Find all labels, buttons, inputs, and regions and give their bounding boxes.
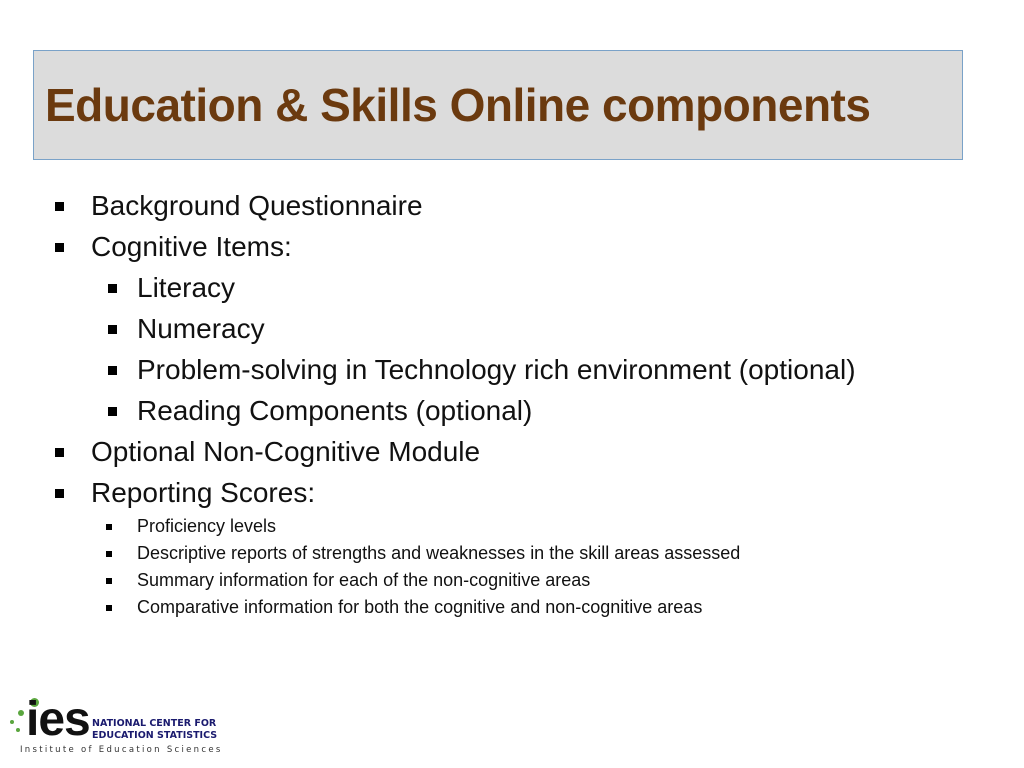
bullet-text: Cognitive Items: <box>91 231 292 262</box>
bullet-text: Proficiency levels <box>137 516 277 536</box>
bullet-text: Optional Non-Cognitive Module <box>91 436 481 467</box>
square-bullet-icon <box>55 202 64 211</box>
bullet-text: Summary information for each of the non-cognitive areas <box>137 570 591 590</box>
bullet-text: Literacy <box>137 272 236 303</box>
bullet-text: Background Questionnaire <box>91 190 423 221</box>
bullet-text: Reporting Scores: <box>91 477 316 508</box>
bullet-text: Problem-solving in Technology rich environment (optional) <box>137 354 856 385</box>
bullet-item <box>137 597 702 618</box>
slide-title: Education & Skills Online components <box>45 79 871 131</box>
logo-dot-icon <box>16 728 20 732</box>
square-bullet-icon <box>55 489 64 498</box>
logo-dot-icon <box>10 720 14 724</box>
square-bullet-icon <box>55 448 64 457</box>
bullet-text: Reading Components (optional) <box>137 395 533 426</box>
logo-ies-text: ies <box>26 693 90 746</box>
square-bullet-icon <box>108 407 117 416</box>
bullet-text: Descriptive reports of strengths and weaknesses in the skill areas assessed <box>137 543 741 563</box>
bullet-item <box>91 436 480 468</box>
bullet-item <box>137 395 532 427</box>
bullet-item <box>137 516 276 537</box>
logo-subtitle: Institute of Education Sciences <box>20 745 223 755</box>
bullet-item <box>91 190 423 222</box>
bullet-text: Numeracy <box>137 313 265 344</box>
bullet-text: Comparative information for both the cognitive and non-cognitive areas <box>137 597 703 617</box>
bullet-item <box>91 231 292 263</box>
square-bullet-icon <box>108 325 117 334</box>
logo-nces-line2: EDUCATION STATISTICS <box>92 730 218 741</box>
square-bullet-icon <box>55 243 64 252</box>
bullet-item <box>137 272 235 304</box>
bullet-item <box>137 313 265 345</box>
square-bullet-icon <box>106 605 112 611</box>
square-bullet-icon <box>108 366 117 375</box>
square-bullet-icon <box>106 578 112 584</box>
bullet-item <box>137 543 740 564</box>
square-bullet-icon <box>106 551 112 557</box>
ies-logo <box>6 693 223 760</box>
bullet-item <box>137 354 856 386</box>
bullet-item <box>137 570 590 591</box>
square-bullet-icon <box>106 524 112 530</box>
square-bullet-icon <box>108 284 117 293</box>
bullet-item <box>91 477 315 509</box>
logo-nces-line1: NATIONAL CENTER FOR <box>92 718 217 729</box>
logo-dot-icon <box>18 710 24 716</box>
